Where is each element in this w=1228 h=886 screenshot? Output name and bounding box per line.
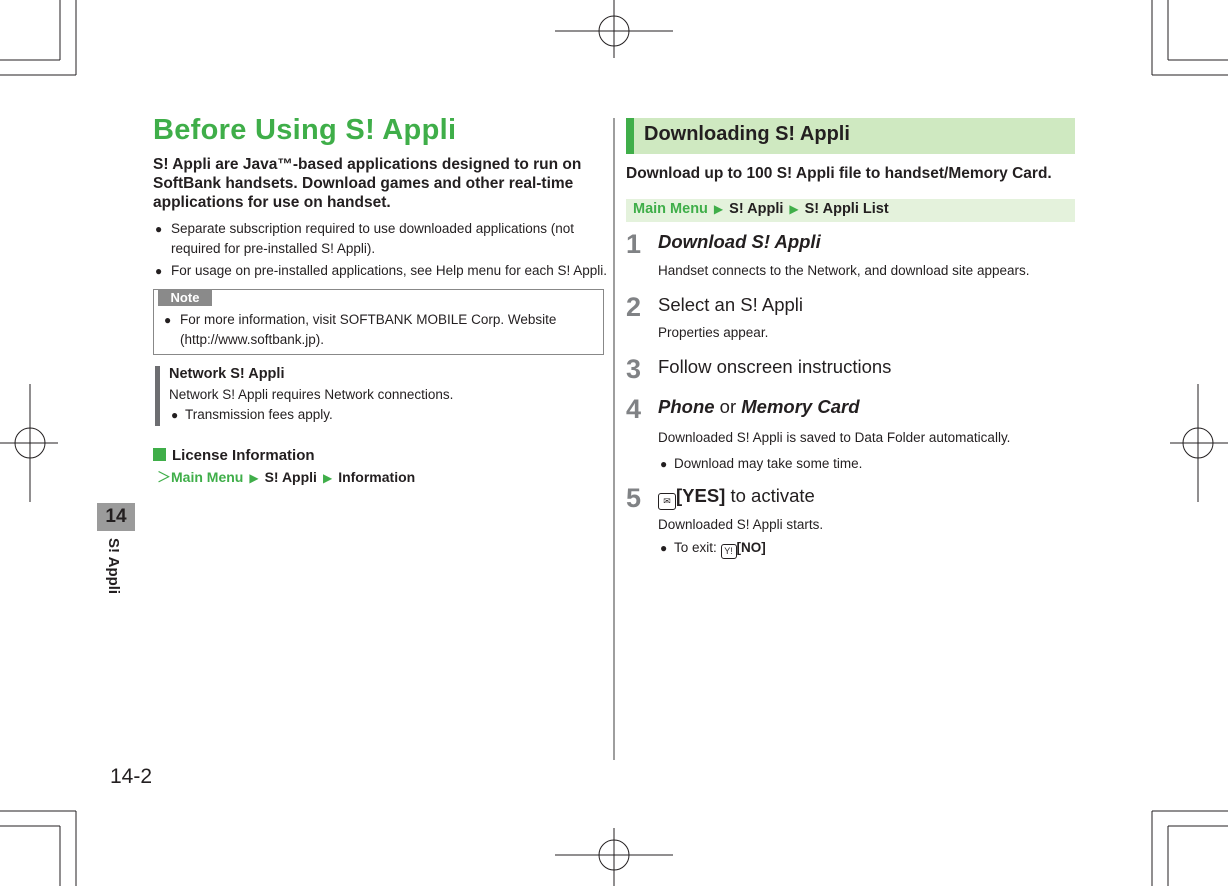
step-desc: Downloaded S! Appli starts.	[658, 517, 824, 532]
network-heading: Network S! Appli	[169, 366, 285, 382]
bullet-text: Transmission fees apply.	[185, 407, 333, 422]
network-text: Network S! Appli requires Network connections.	[169, 387, 454, 402]
step-number: 4	[626, 394, 642, 424]
step-heading: Follow onscreen instructions	[658, 356, 892, 377]
step-or: or	[719, 396, 737, 417]
yahoo-key-icon: Y!	[721, 544, 737, 559]
step-option: Phone	[658, 396, 715, 417]
step-key-label: [NO]	[736, 540, 766, 555]
step-number: 3	[626, 354, 642, 384]
note-text	[162, 310, 610, 350]
chapter-label: S! Appli	[105, 538, 122, 595]
chapter-tab: 14	[97, 503, 135, 531]
list-item	[658, 454, 862, 474]
step-desc: Downloaded S! Appli is saved to Data Folder automatically.	[658, 430, 1011, 445]
triangle-right-icon: ▶	[789, 202, 799, 216]
section-header	[626, 118, 1075, 154]
bullet-icon: ●	[660, 541, 668, 555]
column-divider	[613, 118, 615, 760]
bullet-icon: ●	[155, 264, 163, 278]
license-heading	[153, 447, 315, 464]
note-bullet-text: For more information, visit SOFTBANK MOBILE Corp. Website (http://www.softbank.jp).	[180, 312, 557, 347]
bullet-list	[153, 219, 608, 281]
step-number: 5	[626, 483, 642, 513]
path-item: S! Appli	[264, 469, 317, 485]
step-desc: Properties appear.	[658, 325, 769, 340]
note-box	[153, 289, 604, 355]
network-side-bar	[155, 366, 160, 426]
step-heading	[658, 485, 815, 510]
step-desc: Handset connects to the Network, and download site appears.	[658, 263, 1030, 278]
mail-key-icon: ✉	[658, 493, 676, 510]
section-title: Downloading S! Appli	[644, 123, 850, 145]
square-icon	[153, 448, 166, 461]
license-menu-path	[157, 467, 415, 487]
bullet-icon: ●	[660, 457, 668, 471]
path-item: Main Menu	[171, 469, 244, 485]
bullet-icon: ●	[164, 313, 172, 327]
menu-path-bar	[626, 199, 1075, 222]
bullet-text: Download may take some time.	[674, 456, 863, 471]
step-option: Memory Card	[741, 396, 860, 417]
page-title: Before Using S! Appli	[153, 114, 457, 146]
list-item	[658, 538, 766, 559]
path-item: Main Menu	[633, 201, 708, 217]
page-number: 14-2	[110, 765, 153, 788]
step-number: 1	[626, 229, 642, 259]
bullet-text: For usage on pre-installed applications, see Help menu for each S! Appli.	[171, 263, 608, 278]
path-item: Information	[338, 469, 416, 485]
list-item	[169, 405, 589, 425]
step-heading: Download S! Appli	[658, 231, 821, 252]
path-item: S! Appli List	[804, 201, 889, 217]
bullet-text: Separate subscription required to use downloaded applications (not required for pre-installed S! Appli).	[171, 221, 575, 256]
intro-text: S! Appli are Java™-based applications designed to run on SoftBank handsets. Download games and other real-time applications for use on handset.	[153, 156, 582, 211]
step-number: 2	[626, 292, 642, 322]
bullet-text: To exit:	[674, 540, 717, 555]
triangle-right-icon: ▶	[322, 471, 333, 485]
triangle-right-icon: ▶	[713, 202, 724, 216]
step-key-label: [YES]	[676, 485, 726, 506]
network-section	[169, 365, 589, 425]
bullet-icon: ●	[155, 222, 163, 236]
step-heading-rest: to activate	[730, 485, 815, 506]
license-heading-text: License Information	[172, 447, 315, 464]
step-heading: Select an S! Appli	[658, 294, 804, 315]
path-item: S! Appli	[729, 201, 784, 217]
section-intro: Download up to 100 S! Appli file to handset/Memory Card.	[626, 165, 1052, 182]
list-item	[153, 261, 608, 281]
step-heading	[658, 396, 860, 418]
section-header-accent	[626, 118, 634, 154]
triangle-right-icon: ▶	[249, 471, 259, 485]
note-label: Note	[158, 289, 212, 306]
list-item	[153, 219, 608, 259]
bullet-icon: ●	[171, 408, 179, 422]
path-prefix-icon: ＞	[157, 469, 171, 485]
